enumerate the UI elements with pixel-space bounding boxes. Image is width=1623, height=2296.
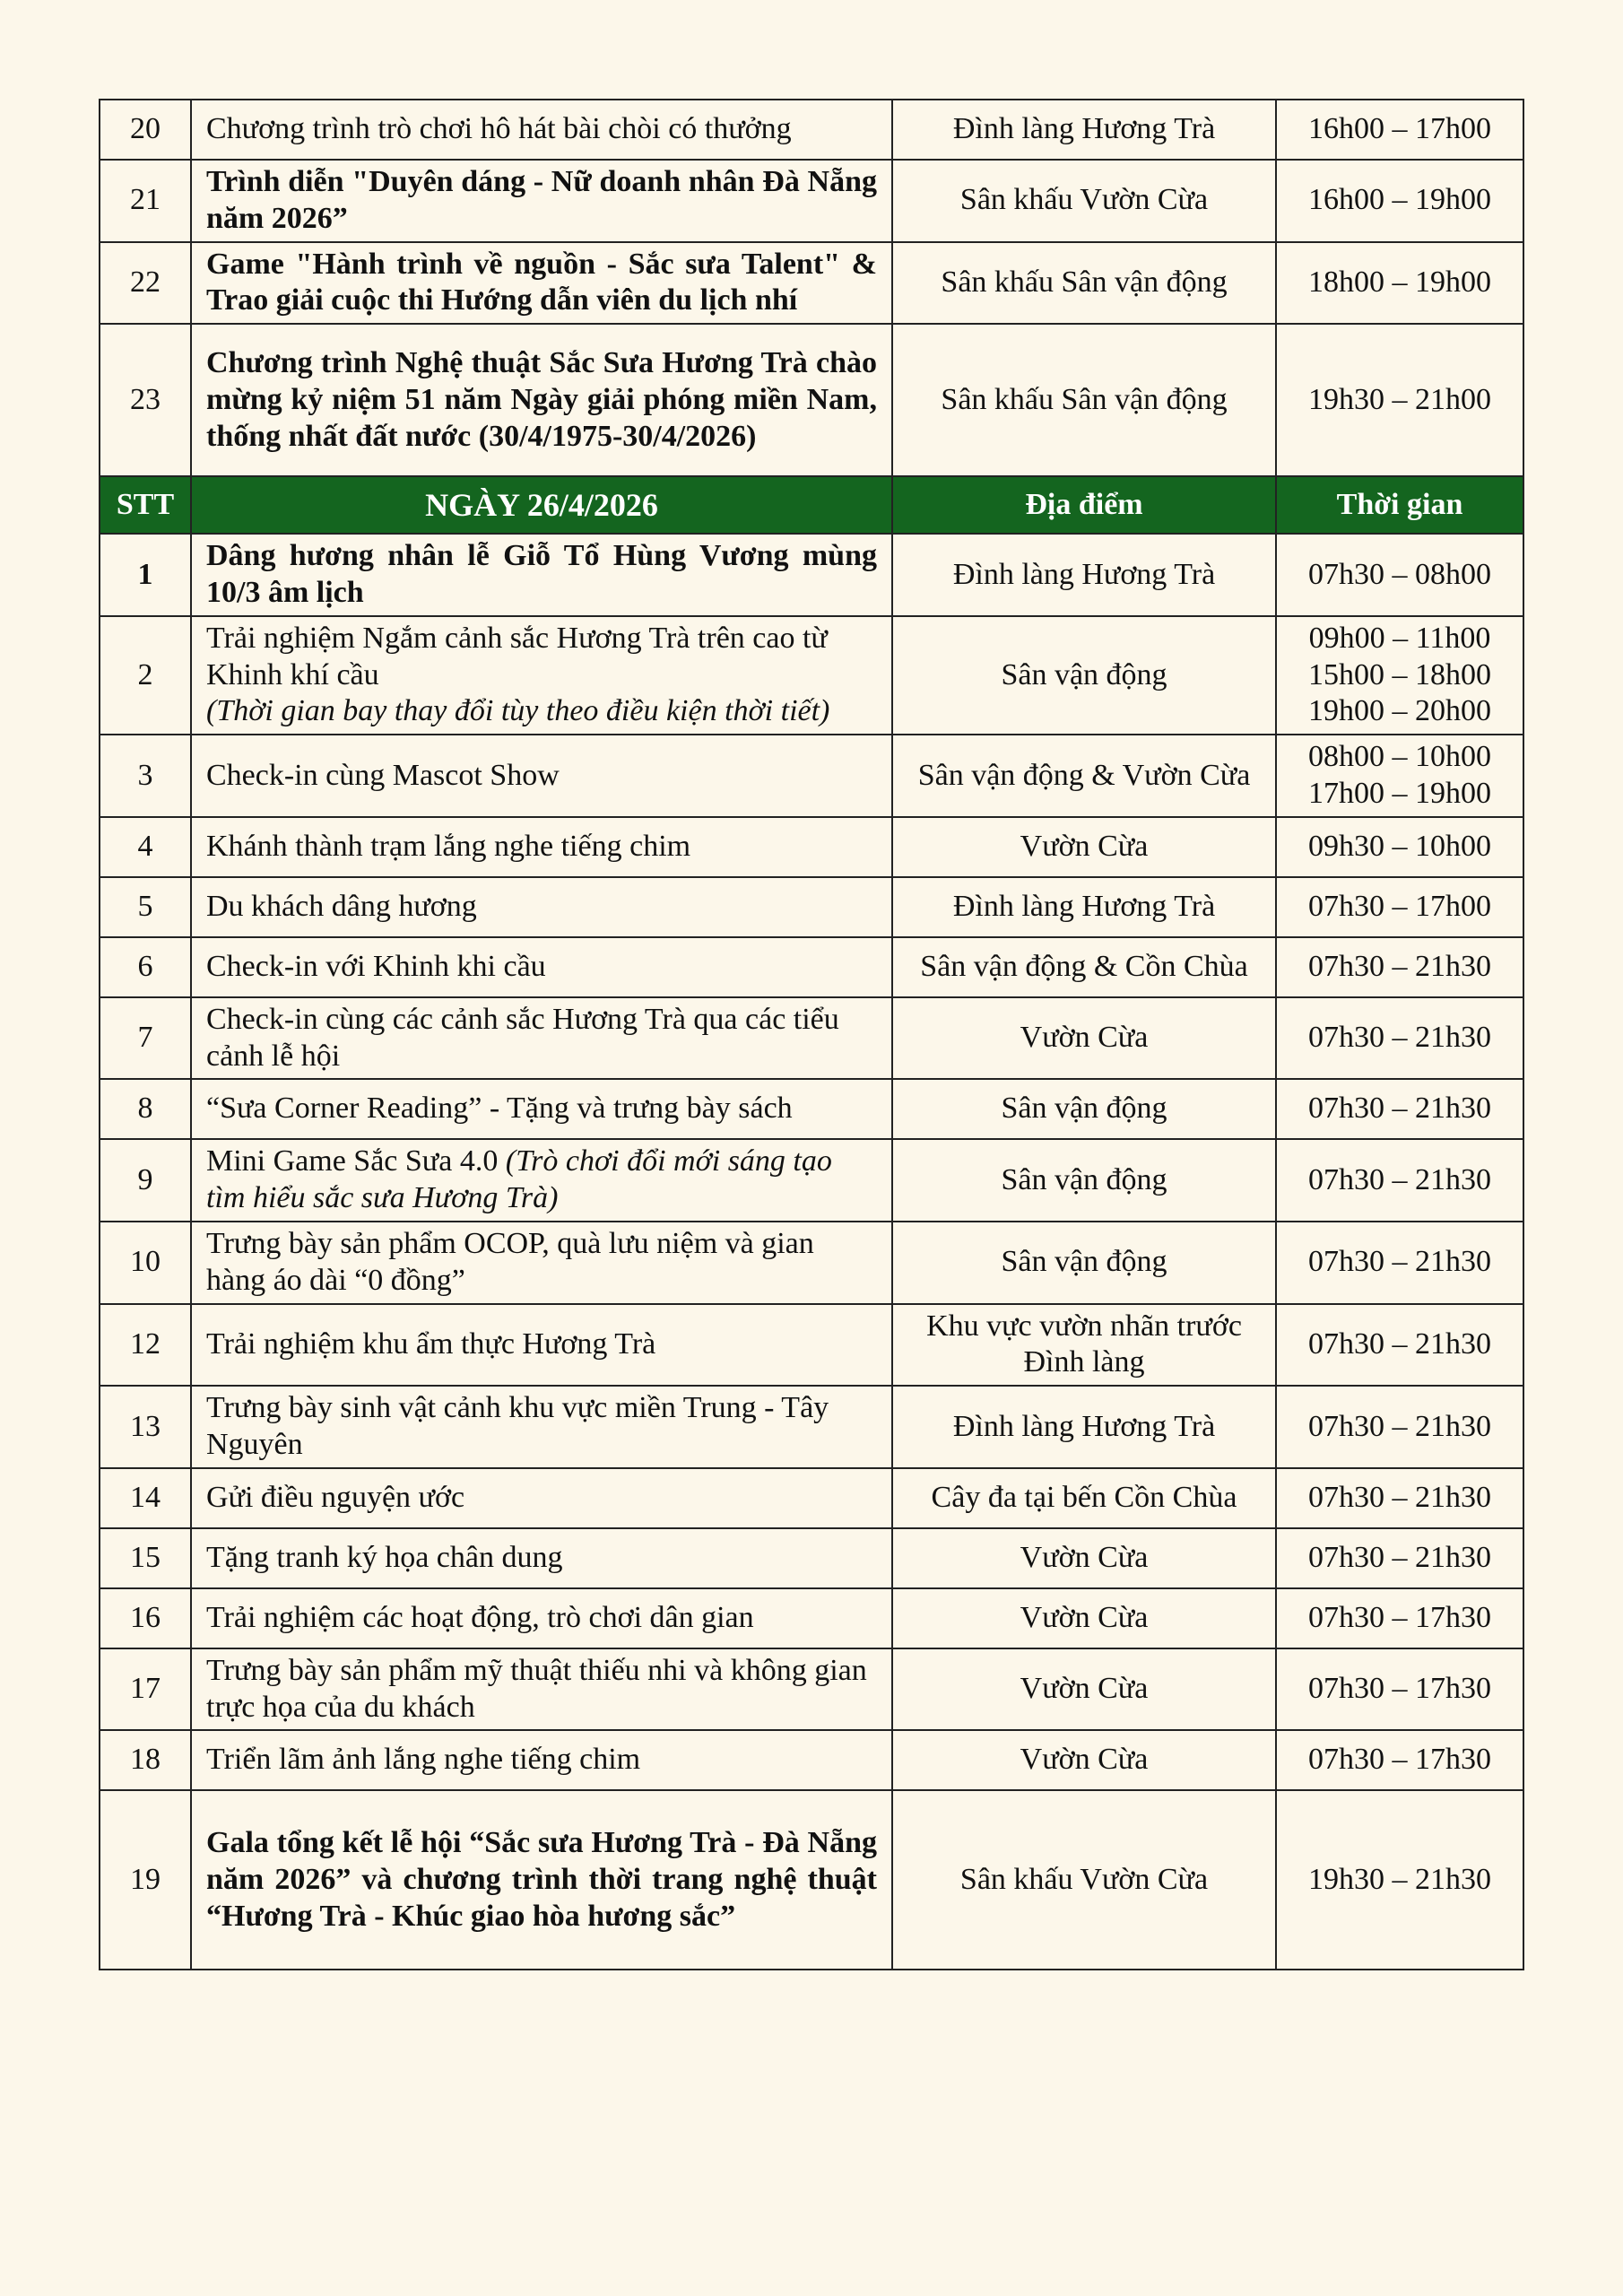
table-row xyxy=(100,1588,1523,1648)
location-cell: Sân vận động xyxy=(892,616,1276,735)
activity-cell: Trưng bày sản phẩm mỹ thuật thiếu nhi và không gian trực họa của du khách xyxy=(191,1648,892,1731)
table-row xyxy=(100,1730,1523,1790)
location-cell: Cây đa tại bến Cồn Chùa xyxy=(892,1468,1276,1528)
row-number: 22 xyxy=(100,242,191,325)
time-cell: 07h30 – 21h30 xyxy=(1276,1079,1523,1139)
table-row xyxy=(100,616,1523,735)
time-slot: 17h00 – 19h00 xyxy=(1308,776,1491,810)
table-row xyxy=(100,1790,1523,1970)
row-number: 7 xyxy=(100,997,191,1080)
activity-text: Mini Game Sắc Sưa 4.0 xyxy=(206,1144,506,1178)
table-row xyxy=(100,735,1523,817)
time-cell: 07h30 – 21h30 xyxy=(1276,1528,1523,1588)
day-header: NGÀY 26/4/2026 xyxy=(191,476,892,534)
activity-cell: Check-in với Khinh khi cầu xyxy=(191,937,892,997)
table-row xyxy=(100,817,1523,877)
time-cell: 18h00 – 19h00 xyxy=(1276,242,1523,325)
row-number: 16 xyxy=(100,1588,191,1648)
location-cell: Vườn Cừa xyxy=(892,817,1276,877)
time-cell: 07h30 – 17h30 xyxy=(1276,1730,1523,1790)
activity-cell xyxy=(191,1139,892,1222)
table-row xyxy=(100,877,1523,937)
activity-cell: Trải nghiệm khu ẩm thực Hương Trà xyxy=(191,1304,892,1387)
time-slot: 08h00 – 10h00 xyxy=(1308,740,1491,774)
activity-cell: Gửi điều nguyện ước xyxy=(191,1468,892,1528)
location-cell: Đình làng Hương Trà xyxy=(892,1386,1276,1468)
activity-cell: Game "Hành trình về nguồn - Sắc sưa Talent" & Trao giải cuộc thi Hướng dẫn viên du lịch nhí xyxy=(191,242,892,325)
activity-cell: “Sưa Corner Reading” - Tặng và trưng bày sách xyxy=(191,1079,892,1139)
table-row xyxy=(100,100,1523,160)
activity-cell: Trưng bày sinh vật cảnh khu vực miền Trung - Tây Nguyên xyxy=(191,1386,892,1468)
time-cell: 09h30 – 10h00 xyxy=(1276,817,1523,877)
activity-cell xyxy=(191,616,892,735)
time-cell: 07h30 – 17h30 xyxy=(1276,1648,1523,1731)
location-cell: Sân vận động xyxy=(892,1222,1276,1304)
table-row xyxy=(100,1648,1523,1731)
location-cell: Sân khấu Sân vận động xyxy=(892,324,1276,476)
table-row xyxy=(100,1079,1523,1139)
time-cell: 07h30 – 21h30 xyxy=(1276,1304,1523,1387)
time-header: Thời gian xyxy=(1276,476,1523,534)
row-number: 4 xyxy=(100,817,191,877)
row-number: 6 xyxy=(100,937,191,997)
table-row xyxy=(100,1528,1523,1588)
table-row xyxy=(100,1222,1523,1304)
activity-cell: Chương trình Nghệ thuật Sắc Sưa Hương Trà chào mừng kỷ niệm 51 năm Ngày giải phóng miền Nam, thống nhất đất nước (30/4/1975-30/4/2026) xyxy=(191,324,892,476)
table-row xyxy=(100,160,1523,242)
location-cell: Vườn Cừa xyxy=(892,1528,1276,1588)
activity-cell: Du khách dâng hương xyxy=(191,877,892,937)
table-row xyxy=(100,1468,1523,1528)
row-number: 18 xyxy=(100,1730,191,1790)
table-row xyxy=(100,1139,1523,1222)
schedule-table xyxy=(99,99,1524,1970)
time-slot: 15h00 – 18h00 xyxy=(1308,657,1491,691)
location-cell: Vườn Cừa xyxy=(892,1648,1276,1731)
location-cell: Sân vận động xyxy=(892,1079,1276,1139)
stt-header: STT xyxy=(100,476,191,534)
time-cell: 07h30 – 17h00 xyxy=(1276,877,1523,937)
time-cell xyxy=(1276,735,1523,817)
activity-cell: Trưng bày sản phẩm OCOP, quà lưu niệm và gian hàng áo dài “0 đồng” xyxy=(191,1222,892,1304)
row-number: 9 xyxy=(100,1139,191,1222)
row-number: 20 xyxy=(100,100,191,160)
table-row xyxy=(100,534,1523,616)
row-number: 15 xyxy=(100,1528,191,1588)
row-number: 8 xyxy=(100,1079,191,1139)
activity-cell: Dâng hương nhân lễ Giỗ Tổ Hùng Vương mùng 10/3 âm lịch xyxy=(191,534,892,616)
time-cell: 19h30 – 21h30 xyxy=(1276,1790,1523,1970)
time-cell: 07h30 – 21h30 xyxy=(1276,1386,1523,1468)
row-number: 12 xyxy=(100,1304,191,1387)
table-row xyxy=(100,997,1523,1080)
location-header: Địa điểm xyxy=(892,476,1276,534)
row-number: 1 xyxy=(100,534,191,616)
time-cell: 19h30 – 21h00 xyxy=(1276,324,1523,476)
location-cell: Đình làng Hương Trà xyxy=(892,877,1276,937)
row-number: 5 xyxy=(100,877,191,937)
row-number: 14 xyxy=(100,1468,191,1528)
activity-cell: Trải nghiệm các hoạt động, trò chơi dân gian xyxy=(191,1588,892,1648)
time-cell: 07h30 – 21h30 xyxy=(1276,997,1523,1080)
activity-cell: Khánh thành trạm lắng nghe tiếng chim xyxy=(191,817,892,877)
activity-cell: Triển lãm ảnh lắng nghe tiếng chim xyxy=(191,1730,892,1790)
table-row xyxy=(100,1386,1523,1468)
table-row xyxy=(100,324,1523,476)
activity-text: Trải nghiệm Ngắm cảnh sắc Hương Trà trên cao từ Khinh khí cầu xyxy=(206,621,828,691)
row-number: 23 xyxy=(100,324,191,476)
location-cell: Vườn Cừa xyxy=(892,997,1276,1080)
activity-cell: Tặng tranh ký họa chân dung xyxy=(191,1528,892,1588)
time-cell: 16h00 – 19h00 xyxy=(1276,160,1523,242)
row-number: 2 xyxy=(100,616,191,735)
location-cell: Sân vận động xyxy=(892,1139,1276,1222)
time-slot: 09h00 – 11h00 xyxy=(1308,621,1491,655)
time-cell: 16h00 – 17h00 xyxy=(1276,100,1523,160)
time-cell: 07h30 – 08h00 xyxy=(1276,534,1523,616)
activity-cell: Check-in cùng các cảnh sắc Hương Trà qua các tiểu cảnh lễ hội xyxy=(191,997,892,1080)
location-cell: Sân vận động & Cồn Chùa xyxy=(892,937,1276,997)
time-cell: 07h30 – 17h30 xyxy=(1276,1588,1523,1648)
table-row xyxy=(100,242,1523,325)
location-cell: Sân khấu Vườn Cừa xyxy=(892,1790,1276,1970)
activity-cell: Gala tổng kết lễ hội “Sắc sưa Hương Trà - Đà Nẵng năm 2026” và chương trình thời trang nghệ thuật “Hương Trà - Khúc giao hòa hương sắc” xyxy=(191,1790,892,1970)
time-cell: 07h30 – 21h30 xyxy=(1276,937,1523,997)
activity-cell: Chương trình trò chơi hô hát bài chòi có thưởng xyxy=(191,100,892,160)
activity-cell: Trình diễn "Duyên dáng - Nữ doanh nhân Đà Nẵng năm 2026” xyxy=(191,160,892,242)
time-cell: 07h30 – 21h30 xyxy=(1276,1468,1523,1528)
table-row xyxy=(100,1304,1523,1387)
location-cell: Vườn Cừa xyxy=(892,1588,1276,1648)
row-number: 17 xyxy=(100,1648,191,1731)
time-cell xyxy=(1276,616,1523,735)
time-cell: 07h30 – 21h30 xyxy=(1276,1222,1523,1304)
location-cell: Sân khấu Sân vận động xyxy=(892,242,1276,325)
row-number: 19 xyxy=(100,1790,191,1970)
time-cell: 07h30 – 21h30 xyxy=(1276,1139,1523,1222)
row-number: 21 xyxy=(100,160,191,242)
location-cell: Đình làng Hương Trà xyxy=(892,534,1276,616)
location-cell: Khu vực vườn nhãn trước Đình làng xyxy=(892,1304,1276,1387)
activity-note: (Trò chơi đổi mới sáng tạo tìm hiểu sắc sưa Hương Trà) xyxy=(206,1144,832,1215)
location-cell: Sân khấu Vườn Cừa xyxy=(892,160,1276,242)
location-cell: Đình làng Hương Trà xyxy=(892,100,1276,160)
activity-cell: Check-in cùng Mascot Show xyxy=(191,735,892,817)
location-cell: Vườn Cừa xyxy=(892,1730,1276,1790)
location-cell: Sân vận động & Vườn Cừa xyxy=(892,735,1276,817)
activity-note: (Thời gian bay thay đổi tùy theo điều kiện thời tiết) xyxy=(206,694,830,728)
day-header-row xyxy=(100,476,1523,534)
row-number: 10 xyxy=(100,1222,191,1304)
row-number: 13 xyxy=(100,1386,191,1468)
table-row xyxy=(100,937,1523,997)
row-number: 3 xyxy=(100,735,191,817)
time-slot: 19h00 – 20h00 xyxy=(1308,694,1491,728)
